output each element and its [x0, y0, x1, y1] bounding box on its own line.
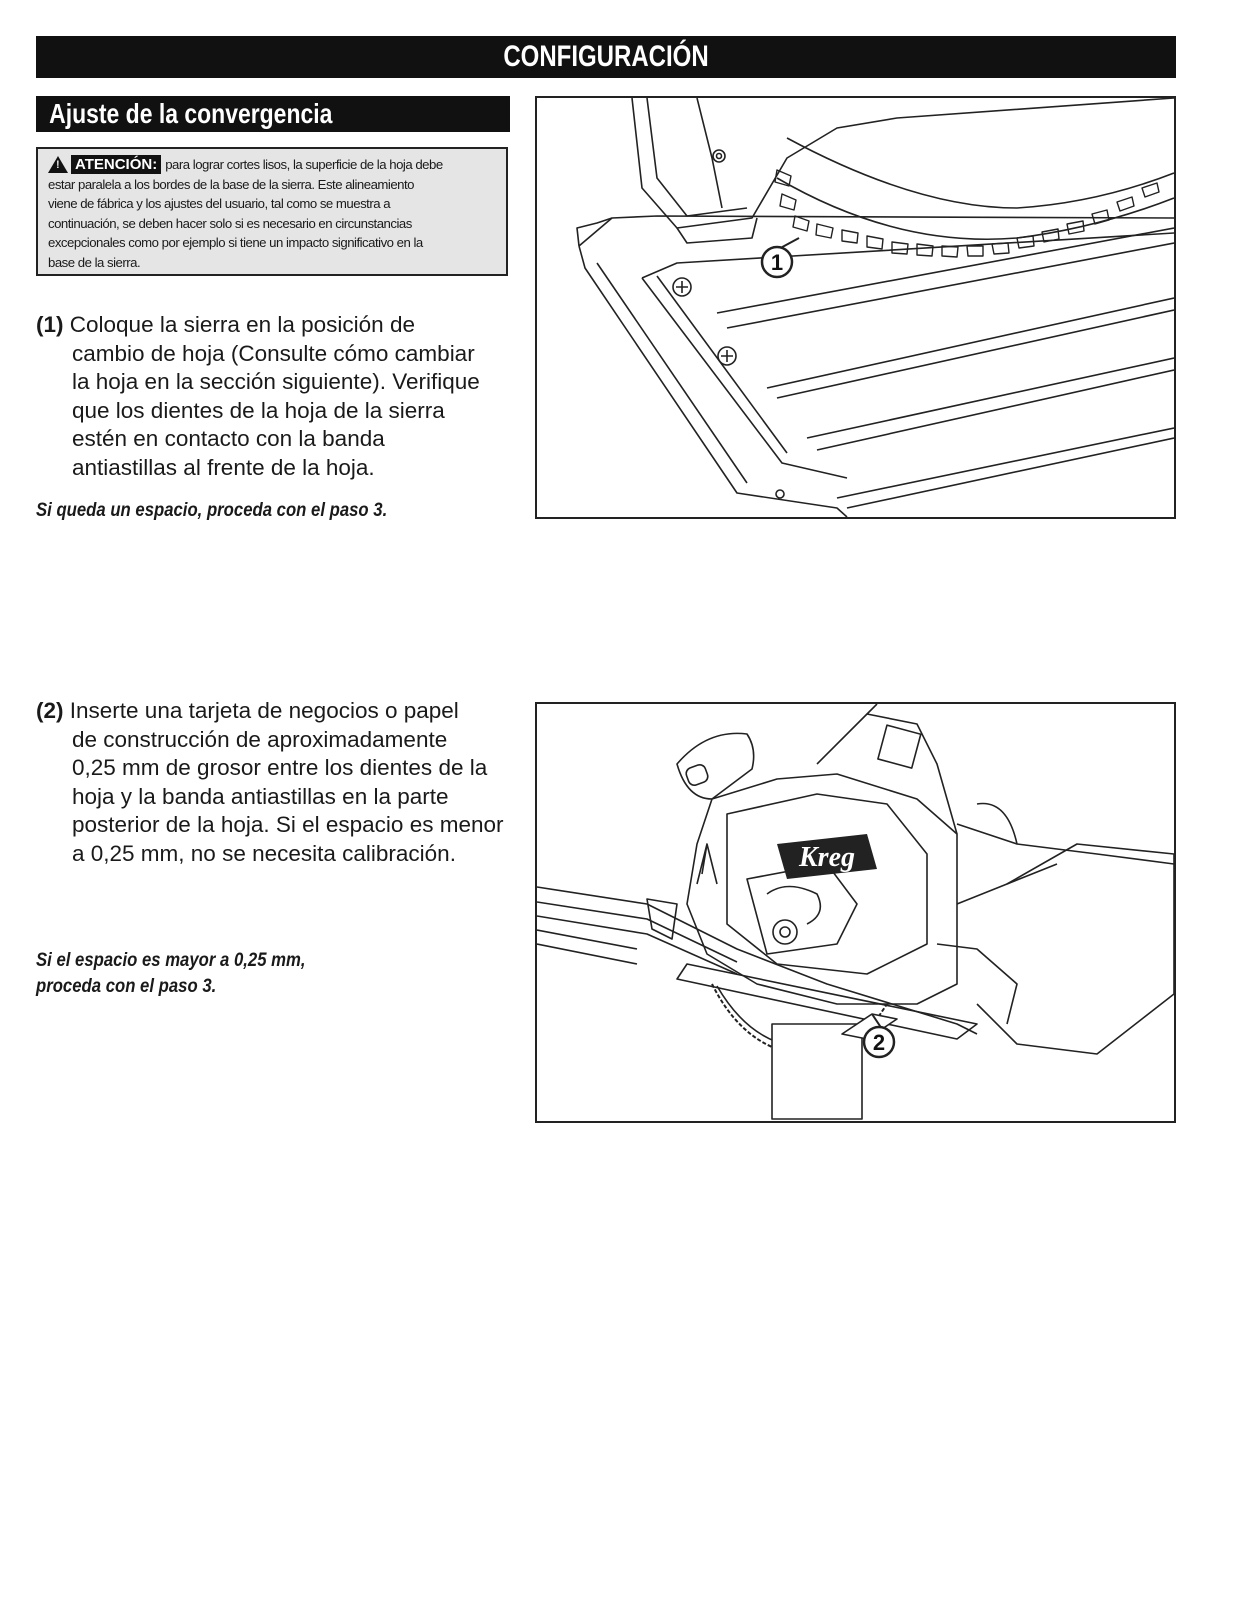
step-2-line: a 0,25 mm, no se necesita calibración. — [72, 840, 456, 866]
warning-box — [36, 147, 508, 276]
step-1-line: que los dientes de la hoja de la sierra — [72, 397, 445, 423]
step-2-line: posterior de la hoja. Si el espacio es menor — [72, 812, 504, 838]
page-title: CONFIGURACIÓN — [503, 40, 709, 73]
section-header — [36, 96, 510, 132]
step-1-note: Si queda un espacio, proceda con el paso 3. — [36, 500, 388, 521]
figure-blade-alignment — [535, 96, 1176, 519]
step-1-line: estén en contacto con la banda — [72, 426, 385, 452]
step-2-line: 0,25 mm de grosor entre los dientes de la — [72, 755, 488, 781]
callout-1 — [762, 238, 799, 277]
warning-line: viene de fábrica y los ajustes del usuario, tal como se muestra a — [48, 196, 391, 212]
callout-1-label: 1 — [770, 250, 784, 275]
step-1-line: Coloque la sierra en la posición de — [69, 312, 415, 337]
step-1-line: cambio de hoja (Consulte cómo cambiar — [72, 340, 475, 366]
step-2-note-line: proceda con el paso 3. — [36, 976, 217, 997]
step-1-number: (1) — [36, 312, 64, 337]
step-2-text — [36, 697, 504, 869]
step-2-line: hoja y la banda antiastillas en la parte — [72, 783, 449, 809]
step-2-note-line: Si el espacio es mayor a 0,25 mm, — [36, 950, 306, 971]
warning-line: estar paralela a los bordes de la base de la sierra. Este alineamiento — [48, 176, 414, 192]
figure-card-gap — [535, 702, 1176, 1123]
step-1-text — [36, 311, 480, 483]
step-2-note — [36, 948, 306, 1000]
warning-badge — [48, 155, 161, 174]
warning-line: para lograr cortes lisos, la superficie de la hoja debe — [165, 157, 443, 172]
step-1-line: antiastillas al frente de la hoja. — [72, 454, 375, 480]
warning-line: excepcionales como por ejemplo si tiene un impacto significativo en la — [48, 235, 423, 251]
step-2-line: Inserte una tarjeta de negocios o papel — [69, 698, 459, 723]
callout-2-label: 2 — [872, 1030, 886, 1055]
step-1-line: la hoja en la sección siguiente). Verifique — [72, 369, 480, 395]
page-header — [36, 36, 1176, 78]
kreg-logo-text: Kreg — [799, 842, 855, 873]
kreg-logo — [777, 834, 877, 879]
step-2-number: (2) — [36, 698, 64, 723]
saw-base-illustration — [537, 98, 1174, 517]
warning-icon: ! — [48, 156, 68, 173]
warning-label: ATENCIÓN: — [71, 155, 161, 174]
section-title: Ajuste de la convergencia — [49, 98, 333, 129]
warning-line: continuación, se deben hacer solo si es necesario en circunstancias — [48, 215, 412, 231]
step-2-line: de construcción de aproximadamente — [72, 726, 448, 752]
warning-line: base de la sierra. — [48, 254, 141, 270]
saw-card-illustration — [537, 704, 1174, 1121]
